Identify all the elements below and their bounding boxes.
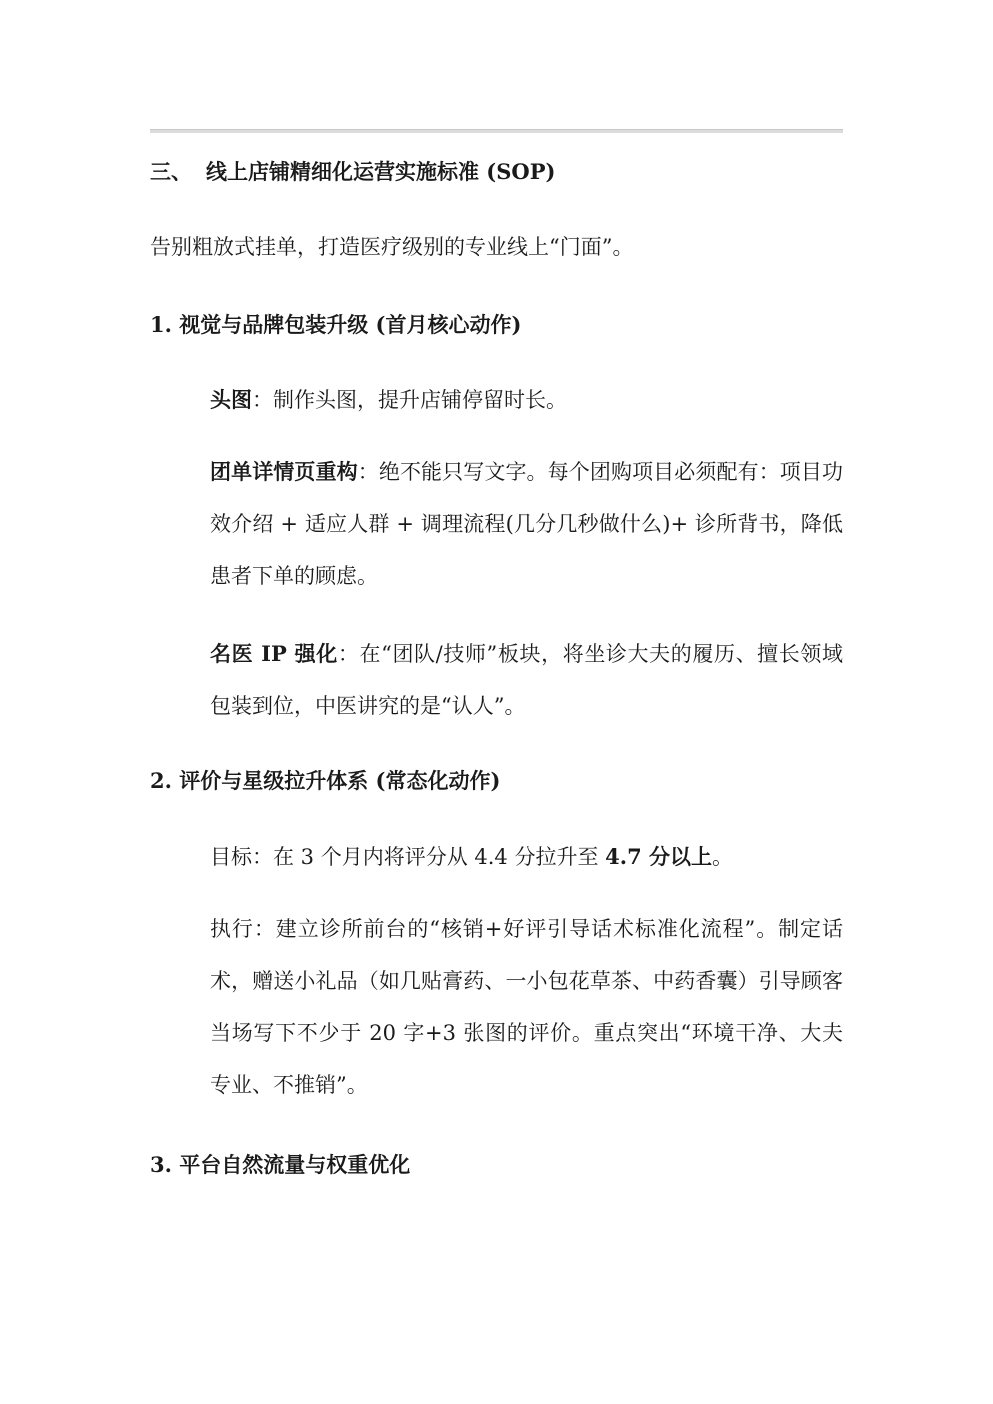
item1-p2-text: ：绝不能只写文字。每个团购项目必须配有：项目功效介绍 + 适应人群 + 调理流程(几分几秒做什么)+ 诊所背书，降低患者下单的顾虑。 xyxy=(210,460,844,588)
item2-heading: 2. 评价与星级拉升体系 (常态化动作) xyxy=(150,768,501,793)
item1-p2-label: 团单详情页重构 xyxy=(210,459,358,484)
item1-p1-label: 头图 xyxy=(210,387,252,412)
section-title: 线上店铺精细化运营实施标准 (SOP) xyxy=(206,159,556,184)
item2-goal-text: 目标：在 3 个月内将评分从 4.4 分拉升至 xyxy=(210,845,606,869)
item2-goal-end: 。 xyxy=(712,845,733,869)
item2-goal-bold: 4.7 分以上 xyxy=(605,844,712,869)
section-number: 三、 xyxy=(150,159,192,184)
item1-paragraph-1 xyxy=(210,386,567,414)
section-intro: 告别粗放式挂单，打造医疗级别的专业线上“门面”。 xyxy=(150,235,634,259)
item2-goal xyxy=(210,843,733,871)
item1-p3-text: ：在“团队/技师”板块，将坐诊大夫的履历、擅长领域包装到位，中医讲究的是“认人”。 xyxy=(210,642,843,718)
item1-p1-text: ：制作头图，提升店铺停留时长。 xyxy=(252,388,567,412)
item2-execution: 执行：建立诊所前台的“核销+好评引导话术标准化流程”。制定话术，赠送小礼品（如几贴膏药、一小包花草茶、中药香囊）引导顾客当场写下不少于 20 字+3 张图的评价。重点突出“环境干净、大夫专业、不推销”。 xyxy=(210,917,843,1097)
horizontal-divider xyxy=(150,129,843,133)
item1-p3-label: 名医 IP 强化 xyxy=(210,641,338,666)
item1-paragraph-2 xyxy=(210,446,843,602)
item1-heading: 1. 视觉与品牌包装升级 (首月核心动作) xyxy=(150,312,522,337)
item3-heading: 3. 平台自然流量与权重优化 xyxy=(150,1152,411,1177)
section-heading xyxy=(150,158,555,186)
item1-paragraph-3 xyxy=(210,628,843,732)
